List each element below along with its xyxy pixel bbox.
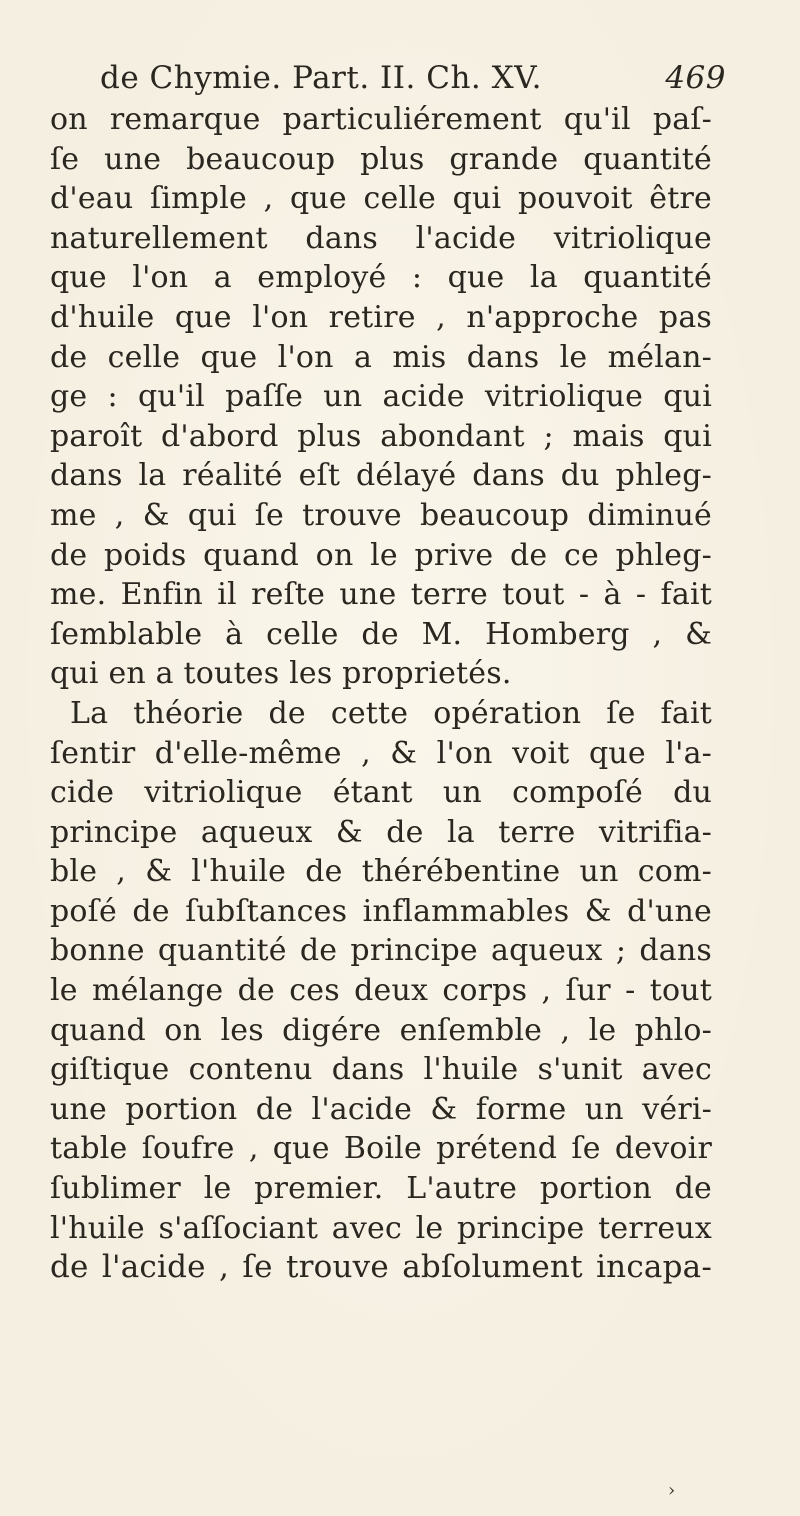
text-line: ge : qu'il paſſe un acide vitriolique qui <box>50 379 712 415</box>
text-line: me , & qui ſe trouve beaucoup diminué <box>50 497 712 533</box>
text-line: de celle que l'on a mis dans le mélan- <box>50 339 712 375</box>
printer-mark: › <box>668 1480 676 1501</box>
text-line: l'huile s'aſſociant avec le principe terreux <box>50 1210 712 1246</box>
text-line: paroît d'abord plus abondant ; mais qui <box>50 418 712 454</box>
text-line: La théorie de cette opération ſe fait <box>70 695 712 731</box>
text-line: naturellement dans l'acide vitriolique <box>50 220 712 256</box>
running-header <box>100 58 726 98</box>
body-text <box>50 100 712 1288</box>
text-line: de l'acide , ſe trouve abſolument incapa- <box>50 1249 712 1286</box>
text-line: d'eau ſimple , que celle qui pouvoit être <box>50 181 712 217</box>
text-line: me. Enfin il reſte une terre tout - à - fait <box>50 577 712 613</box>
text-line: une portion de l'acide & forme un véri- <box>50 1091 712 1127</box>
running-title: de Chymie. Part. II. Ch. XV. <box>100 60 543 96</box>
page-number: 469 <box>665 60 726 96</box>
text-line: on remarque particuliérement qu'il paſ- <box>50 102 712 137</box>
text-line: bonne quantité de principe aqueux ; dans <box>50 933 712 969</box>
text-line: quand on les digére enſemble , le phlo- <box>50 1012 712 1048</box>
text-line: ſentir d'elle-même , & l'on voit que l'a- <box>50 735 712 771</box>
text-line: de poids quand on le prive de ce phleg- <box>50 537 712 573</box>
text-line: dans la réalité eſt délayé dans du phleg- <box>50 458 712 494</box>
text-line: ble , & l'huile de thérébentine un com- <box>50 854 712 890</box>
text-line: ſe une beaucoup plus grande quantité <box>50 141 712 177</box>
text-line: principe aqueux & de la terre vitrifia- <box>50 814 712 850</box>
text-line: ſublimer le premier. L'autre portion de <box>50 1171 712 1207</box>
text-line: poſé de ſubſtances inflammables & d'une <box>50 893 712 929</box>
text-line: d'huile que l'on retire , n'approche pas <box>50 299 712 335</box>
text-line: le mélange de ces deux corps , ſur - tout <box>50 973 712 1009</box>
text-line: giſtique contenu dans l'huile s'unit avec <box>50 1052 712 1088</box>
text-line: qui en a toutes les proprietés. <box>50 656 512 692</box>
text-line: table ſoufre , que Boile prétend ſe devoir <box>50 1131 712 1167</box>
text-line: ſemblable à celle de M. Homberg , & <box>50 616 712 652</box>
text-line: que l'on a employé : que la quantité <box>50 260 712 296</box>
text-line: cide vitriolique étant un compoſé du <box>50 775 712 811</box>
